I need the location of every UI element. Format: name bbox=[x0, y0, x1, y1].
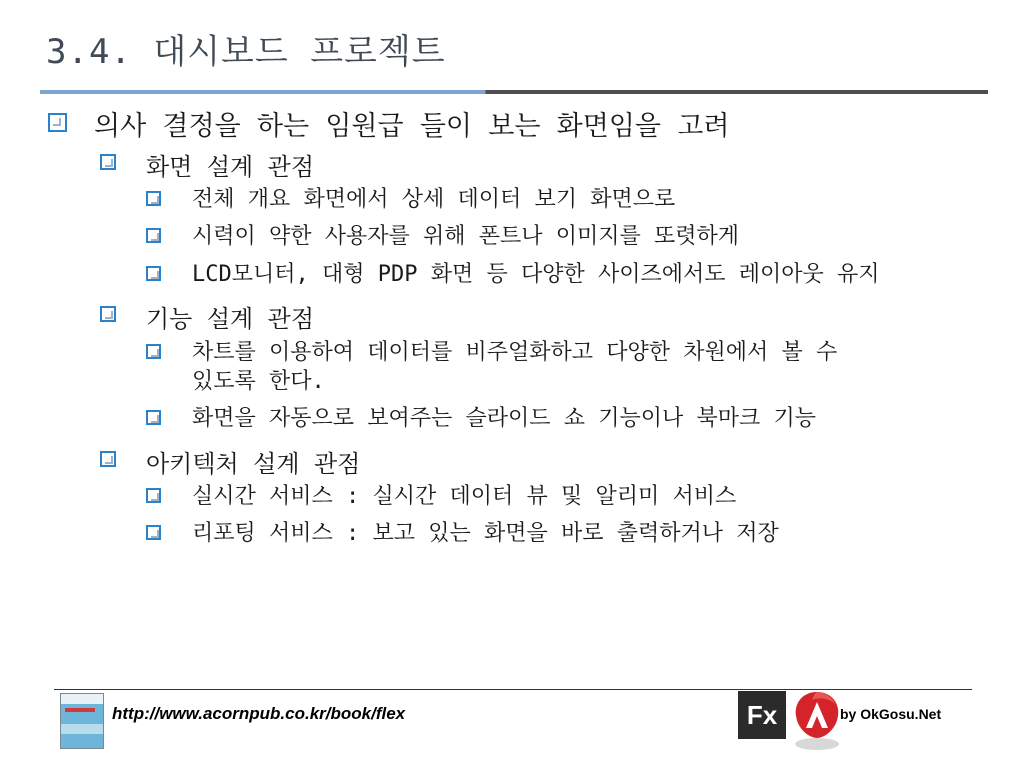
checkbox-bullet-icon bbox=[146, 191, 161, 206]
checkbox-bullet-icon bbox=[48, 113, 67, 132]
footer-url-link[interactable]: http://www.acornpub.co.kr/book/flex bbox=[112, 704, 406, 723]
checkbox-bullet-icon bbox=[146, 488, 161, 503]
flex-fx-logo-icon: Fx bbox=[738, 691, 786, 739]
adobe-air-logo-icon bbox=[792, 688, 842, 754]
checkbox-bullet-icon bbox=[146, 344, 161, 359]
book-cover-image bbox=[60, 693, 104, 749]
bullet-text: 화면을 자동으로 보여주는 슬라이드 쇼 기능이나 북마크 기능 bbox=[192, 406, 817, 431]
bullet-text: 차트를 이용하여 데이터를 비주얼화하고 다양한 차원에서 볼 수 bbox=[192, 340, 838, 365]
bullet-text: 기능 설계 관점 bbox=[146, 305, 315, 333]
checkbox-bullet-icon bbox=[146, 228, 161, 243]
bullet-text: 시력이 약한 사용자를 위해 폰트나 이미지를 또렷하게 bbox=[192, 224, 740, 249]
bullet-text: 있도록 한다. bbox=[192, 369, 325, 394]
checkbox-bullet-icon bbox=[146, 410, 161, 425]
checkbox-bullet-icon bbox=[100, 306, 116, 322]
checkbox-bullet-icon bbox=[100, 451, 116, 467]
bullet-text: LCD모니터, 대형 PDP 화면 등 다양한 사이즈에서도 레이아웃 유지 bbox=[192, 262, 880, 287]
title-underline bbox=[40, 90, 988, 94]
slide-title: 3.4. 대시보드 프로젝트 bbox=[46, 32, 446, 72]
bullet-text: 의사 결정을 하는 임원급 들이 보는 화면임을 고려 bbox=[94, 111, 730, 142]
bullet-text: 화면 설계 관점 bbox=[146, 153, 315, 181]
bullet-text: 아키텍처 설계 관점 bbox=[146, 450, 361, 478]
checkbox-bullet-icon bbox=[100, 154, 116, 170]
credit-text: by OkGosu.Net bbox=[840, 706, 942, 722]
checkbox-bullet-icon bbox=[146, 266, 161, 281]
bullet-text: 전체 개요 화면에서 상세 데이터 보기 화면으로 bbox=[192, 187, 676, 212]
checkbox-bullet-icon bbox=[146, 525, 161, 540]
bullet-text: 실시간 서비스 : 실시간 데이터 뷰 및 알리미 서비스 bbox=[192, 484, 737, 509]
bullet-text: 리포팅 서비스 : 보고 있는 화면을 바로 출력하거나 저장 bbox=[192, 521, 779, 546]
